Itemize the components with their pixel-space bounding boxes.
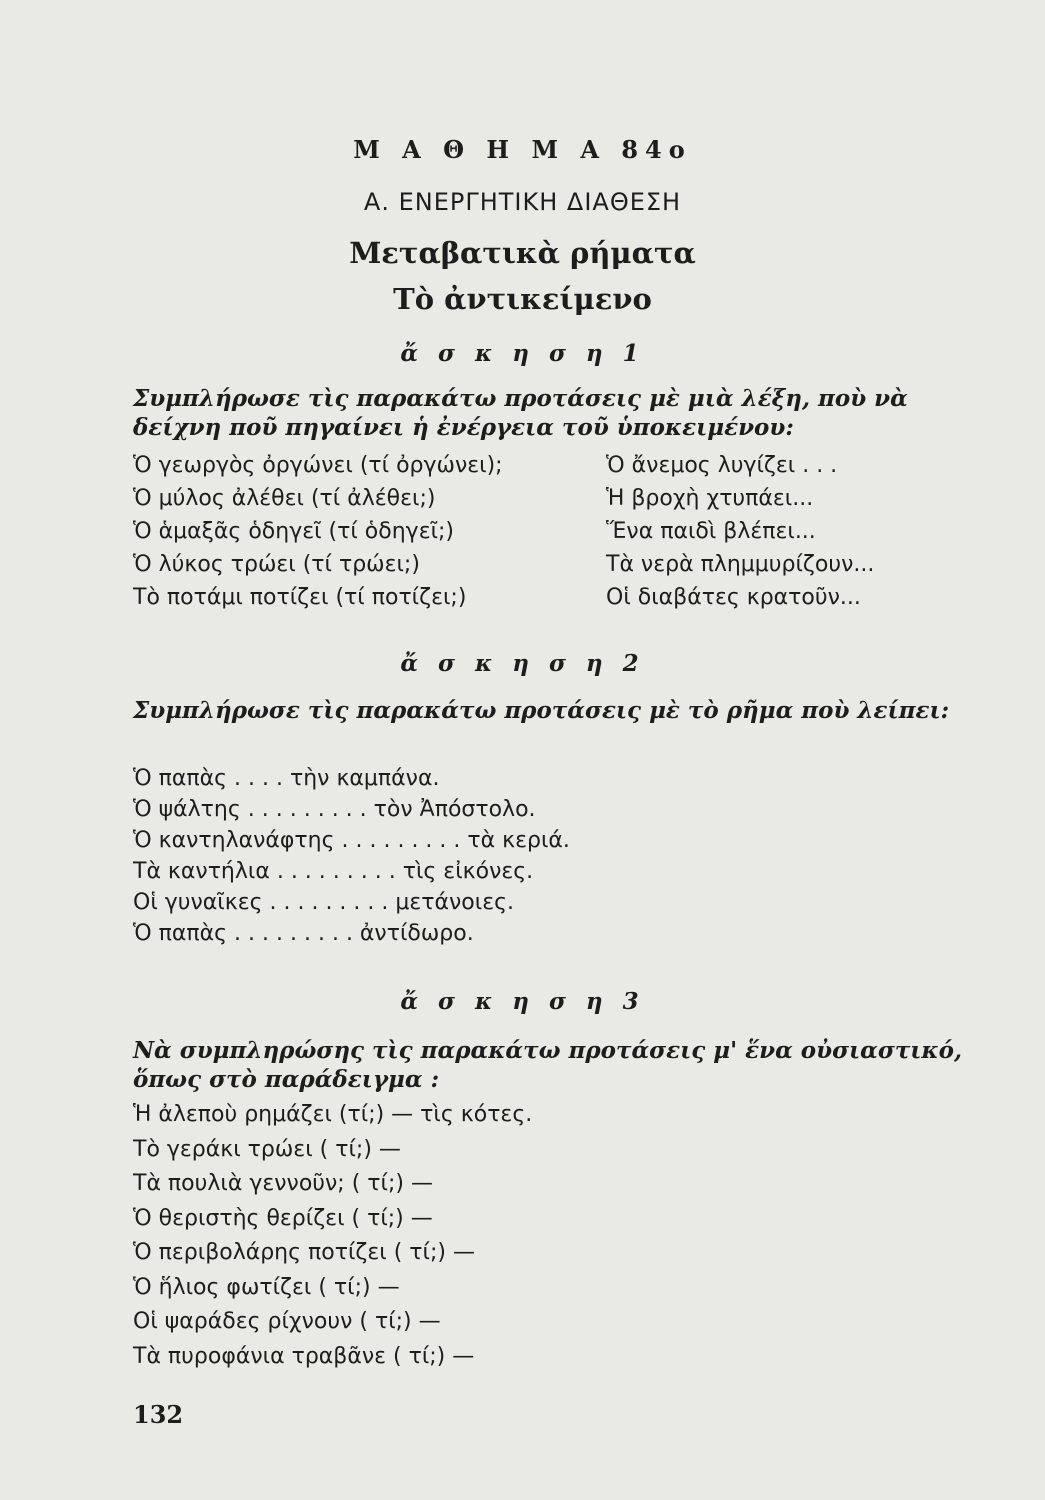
exercise-2-row: Οἱ γυναῖκες . . . . . . . . . μετάνοιες. — [133, 890, 515, 915]
topic-title: Μεταβατικὰ ρήματα — [349, 236, 696, 270]
row-right: Ἡ βροχὴ χτυπάει... — [606, 486, 814, 511]
exercise-2-rows — [133, 763, 570, 949]
exercise-1-row — [133, 585, 933, 618]
row-left: Τὸ ποτάμι ποτίζει (τί ποτίζει;) — [133, 585, 467, 610]
page-number: 132 — [133, 1400, 184, 1429]
row-right: Οἱ διαβάτες κρατοῦν... — [606, 585, 861, 610]
exercise-1-row — [133, 552, 933, 585]
exercise-3-row: Ὁ θεριστὴς θερίζει ( τί;) — — [133, 1205, 433, 1231]
exercise-3-row: Ὁ ἥλιος φωτίζει ( τί;) — — [133, 1274, 400, 1300]
exercise-1-row — [133, 486, 933, 519]
exercise-2-title: ἄ σ κ η σ η 2 — [400, 650, 645, 677]
row-right: Τὰ νερὰ πλημμυρίζουν... — [606, 552, 875, 577]
exercise-3-row: Οἱ ψαράδες ρίχνουν ( τί;) — — [133, 1309, 441, 1334]
exercise-2-row: Τὰ καντήλια . . . . . . . . . τὶς εἰκόνες. — [133, 859, 534, 884]
exercise-1-row — [133, 453, 933, 486]
row-left: Ὁ μύλος ἀλέθει (τί ἀλέθει;) — [133, 486, 436, 511]
exercise-3-row: Ἡ ἀλεποὺ ρημάζει (τί;) — τὶς κότες. — [133, 1102, 533, 1127]
exercise-2-instruction: Συμπλήρωσε τὶς παρακάτω προτάσεις μὲ τὸ ρῆμα ποὺ λείπει: — [133, 697, 950, 724]
row-left: Ὁ ἁμαξᾶς ὁδηγεῖ (τί ὁδηγεῖ;) — [133, 519, 455, 544]
lesson-title: Μ Α Θ Η Μ Α 84ο — [353, 135, 692, 164]
exercise-2-row: Ὁ καντηλανάφτης . . . . . . . . . τὰ κεριά. — [133, 828, 570, 853]
row-left: Ὁ λύκος τρώει (τί τρώει;) — [133, 552, 420, 577]
exercise-3-row: Ὁ περιβολάρης ποτίζει ( τί;) — — [133, 1240, 475, 1265]
exercise-3-rows — [133, 1098, 532, 1374]
subtopic-title: Τὸ ἀντικείμενο — [393, 282, 652, 316]
row-right: Ὁ ἄνεμος λυγίζει . . . — [606, 453, 838, 478]
row-left: Ὁ γεωργὸς ὀργώνει (τί ὀργώνει); — [133, 453, 503, 478]
exercise-2-row: Ὁ παπὰς . . . . . . . . . ἀντίδωρο. — [133, 921, 474, 946]
exercise-3-title: ἄ σ κ η σ η 3 — [400, 988, 645, 1015]
exercise-1-instruction: Συμπλήρωσε τὶς παρακάτω προτάσεις μὲ μιὰ λέξη, ποὺ νὰ δείχνη ποῦ πηγαίνει ἡ ἐνέργεια τοῦ ὑποκειμένου: — [133, 385, 908, 441]
section-title: Α. ΕΝΕΡΓΗΤΙΚΗ ΔΙΑΘΕΣΗ — [363, 188, 682, 216]
exercise-2-row: Ὁ ψάλτης . . . . . . . . . τὸν Ἀπόστολο. — [133, 797, 536, 822]
exercise-3-instruction: Νὰ συμπληρώσης τὶς παρακάτω προτάσεις μ' ἕνα οὐσιαστικό, ὅπως στὸ παράδειγμα : — [133, 1037, 963, 1093]
exercise-3-row: Τὰ πουλιὰ γεννοῦν; ( τί;) — — [133, 1171, 433, 1196]
exercise-1-rows — [133, 453, 933, 618]
exercise-1-title: ἄ σ κ η σ η 1 — [400, 340, 645, 367]
exercise-2-row: Ὁ παπὰς . . . . τὴν καμπάνα. — [133, 766, 440, 791]
exercise-3-row: Τὸ γεράκι τρώει ( τί;) — — [133, 1136, 401, 1162]
row-right: Ἕνα παιδὶ βλέπει... — [606, 519, 816, 544]
exercise-3-row: Τὰ πυροφάνια τραβᾶνε ( τί;) — — [133, 1343, 475, 1369]
exercise-1-row — [133, 519, 933, 552]
